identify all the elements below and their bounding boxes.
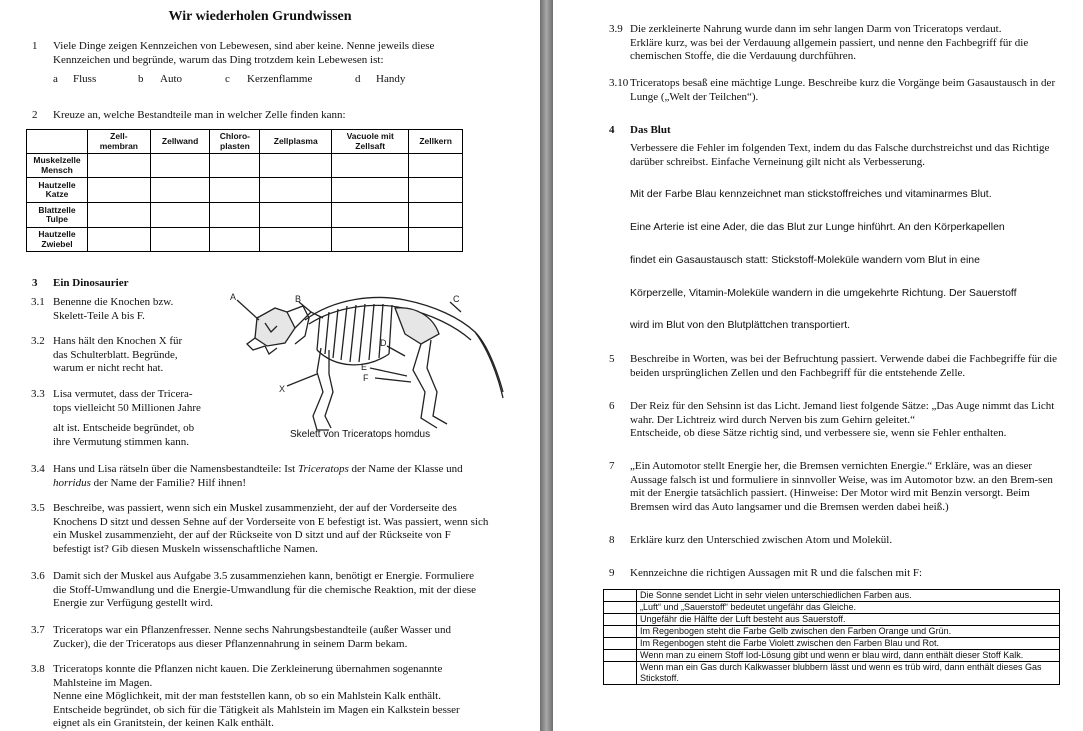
figure-label-a: A (230, 292, 237, 302)
table-cell[interactable] (260, 228, 332, 252)
question-number: 7 (609, 460, 615, 472)
question-text: Erkläre kurz den Unterschied zwischen Atom und Molekül. (630, 534, 893, 546)
answer-cell[interactable] (604, 614, 637, 626)
question-text: „Ein Automotor stellt Energie her, die Bremsen vernichten Energie.“ Erkläre, was an dieser Aussage falsch ist und formuliere in sinnvoller Weise, was im Automotor bzw. an den Brem-sen mit der Energie tatsächlich passiert. (Hinweise: Der Motor wird mit Benzin versorgt. Beim Bremsen wird das Auto langsamer und die Bremsen werden dabei heiß.) (630, 460, 1053, 513)
table-cell[interactable] (260, 178, 332, 203)
table-column-header: Zell- membran (88, 130, 151, 154)
question-number: 3.9 (609, 23, 623, 35)
statement-cell: Wenn man zu einem Stoff Iod-Lösung gibt und wenn er blau wird, dann enthält dieser Stoff Kalk. (637, 650, 1060, 662)
question-text: Beschreibe in Worten, was bei der Befruchtung passiert. Verwende dabei die Fachbegriffe für die beiden ursprünglichen Zellen und den Fachbegriff für die entstehende Zelle. (630, 353, 1058, 379)
statement-cell: Ungefähr die Hälfte der Luft besteht aus Sauerstoff. (637, 614, 1060, 626)
question-text: Lisa vermutet, dass der Tricera- tops vielleicht 50 Millionen Jahre (53, 388, 201, 414)
table-row (604, 626, 1060, 638)
answer-cell[interactable] (604, 602, 637, 614)
table-cell[interactable] (409, 203, 463, 228)
question-number: 3.2 (31, 335, 45, 347)
statement-cell: Im Regenbogen steht die Farbe Gelb zwischen den Farben Orange und Grün. (637, 626, 1060, 638)
text-italic: Triceratops (298, 463, 349, 475)
table-row (604, 638, 1060, 650)
question-number: 3.6 (31, 570, 45, 582)
question-number: 3.7 (31, 624, 45, 636)
question-number: 3.1 (31, 296, 45, 308)
table-cell[interactable] (332, 228, 409, 252)
table-cell[interactable] (210, 203, 260, 228)
table-column-header: Zellkern (409, 130, 463, 154)
figure-label-e: E (361, 362, 368, 372)
figure-label-x: X (279, 384, 286, 394)
blood-text-line: Mit der Farbe Blau kennzeichnet man stickstoffreiches und vitaminarmes Blut. (630, 188, 992, 200)
text-segment: der Name der Familie? Hilf ihnen! (90, 476, 247, 489)
question-text (53, 463, 481, 490)
blood-text-line: Eine Arterie ist eine Ader, die das Blut zur Lunge hinführt. An den Körperkapellen (630, 221, 1005, 233)
question-text: Triceratops besaß eine mächtige Lunge. Beschreibe kurz die Vorgänge beim Gasaustausch in der Lunge („Welt der Teilchen“). (630, 77, 1056, 103)
question-text: Benenne die Knochen bzw. Skelett-Teile A bis F. (53, 296, 174, 322)
table-cell[interactable] (332, 203, 409, 228)
statement-cell: Die Sonne sendet Licht in sehr vielen unterschiedlichen Farben aus. (637, 590, 1060, 602)
table-cell[interactable] (150, 154, 210, 178)
page-gutter (540, 0, 553, 731)
question-number: 3.5 (31, 502, 45, 514)
table-row-header: Hautzelle Zwiebel (27, 228, 88, 252)
blood-text-line: findet ein Gasaustausch statt: Stickstoff-Moleküle wandern vom Blut in eine (630, 254, 980, 266)
answer-cell[interactable] (604, 650, 637, 662)
table-cell[interactable] (88, 228, 151, 252)
question-number: 3.4 (31, 463, 45, 475)
question-text: Damit sich der Muskel aus Aufgabe 3.5 zusammenziehen kann, benötigt er Energie. Formuliere die Stoff-Umwandlung und die Energie-Umwandlung für die chemische Reaktion, mit der diese Energie zur Verfügung gestellt wird. (53, 570, 476, 609)
question-number: 5 (609, 353, 615, 365)
question-text: Triceratops konnte die Pflanzen nicht kauen. Die Zerkleinerung übernahmen sogenannte Mahlsteine im Magen. Nenne eine Möglichkeit, mit der man feststellen kann, ob so ein Mahlstein Kalk enthält. Entscheide begründet, ob sich für die Tätigkeit als Mahlstein im Magen ein Kalkstein besser eignet als ein Granitstein, der keinen Kalk enthält. (53, 663, 460, 729)
table-cell[interactable] (88, 203, 151, 228)
table-cell[interactable] (260, 203, 332, 228)
blood-text-line: wird im Blut von den Blutplättchen transportiert. (630, 319, 851, 331)
figure-label-f: F (363, 373, 369, 383)
question-text: Kreuze an, welche Bestandteile man in welcher Zelle finden kann: (53, 109, 346, 121)
question-number: 6 (609, 400, 615, 412)
option-letter: d (355, 73, 361, 85)
question-number: 3.3 (31, 388, 45, 400)
table-cell[interactable] (88, 178, 151, 203)
table-cell[interactable] (150, 178, 210, 203)
section-heading: Das Blut (630, 124, 671, 136)
table-cell[interactable] (88, 154, 151, 178)
table-cell[interactable] (332, 178, 409, 203)
figure-label-d: D (380, 338, 387, 348)
question-text: Hans hält den Knochen X für das Schulterblatt. Begründe, warum er nicht recht hat. (53, 335, 183, 374)
question-text: Triceratops war ein Pflanzenfresser. Nenne sechs Nahrungsbestandteile (außer Wasser und Zucker), die der Triceratops aus dieser Pflanzennahrung in seinem Darm bekam. (53, 624, 452, 650)
table-cell[interactable] (150, 228, 210, 252)
question-text: Beschreibe, was passiert, wenn sich ein Muskel zusammenzieht, der auf der Vorderseite des Knochens D sitzt und dessen Sehne auf der Vorderseite von E befestigt ist. Was passiert, wenn sich ein Muskel zusammenzieht, der auf der Rückseite von D sitzt und auf der Rückseite von F befestigt ist? Gib diesen Muskeln wissenschaftliche Namen. (53, 502, 489, 555)
question-number: 3.8 (31, 663, 45, 675)
table-row (27, 178, 463, 203)
true-false-table (603, 589, 1060, 685)
cell-components-table (26, 129, 463, 252)
table-row (27, 154, 463, 178)
option-label: Auto (160, 73, 182, 85)
answer-cell[interactable] (604, 590, 637, 602)
table-column-header: Chloro- plasten (210, 130, 260, 154)
question-text: alt ist. Entscheide begründet, ob ihre Vermutung stimmen kann. (53, 422, 195, 448)
table-cell[interactable] (409, 178, 463, 203)
text-segment: der Name der Klasse und (348, 463, 463, 475)
answer-cell[interactable] (604, 638, 637, 650)
text-segment: Hans und Lisa rätseln über die Namensbestandteile: Ist (53, 463, 298, 475)
table-row-header: Hautzelle Katze (27, 178, 88, 203)
table-cell[interactable] (210, 228, 260, 252)
question-text: Kennzeichne die richtigen Aussagen mit R und die falschen mit F: (630, 567, 923, 579)
option-letter: a (53, 73, 58, 85)
table-row (604, 662, 1060, 685)
skeleton-drawing (237, 297, 503, 430)
option-label: Handy (376, 73, 406, 85)
table-row (604, 614, 1060, 626)
table-column-header: Vacuole mit Zellsaft (332, 130, 409, 154)
table-row (27, 228, 463, 252)
table-cell[interactable] (210, 178, 260, 203)
question-text: Der Reiz für den Sehsinn ist das Licht. Jemand liest folgende Sätze: „Das Auge nimmt das Licht wahr. Der Lichtreiz wird durch Nerven bis zum Gehirn geleitet.“ Entscheide, ob diese Sätze richtig sind, und verbessere sie, wenn sie Fehler enthalten. (630, 400, 1055, 439)
table-corner (27, 130, 88, 154)
question-text: Verbessere die Fehler im folgenden Text, indem du das Falsche durchstreichst und das Richtige darüber schreibst. Einfache Verneinung gilt nicht als Verbesserung. (630, 142, 1050, 168)
table-row (604, 602, 1060, 614)
table-cell[interactable] (210, 154, 260, 178)
statement-cell: Im Regenbogen steht die Farbe Violett zwischen den Farben Blau und Rot. (637, 638, 1060, 650)
statement-cell: „Luft“ und „Sauerstoff“ bedeutet ungefähr das Gleiche. (637, 602, 1060, 614)
figure-label-c: C (453, 294, 460, 304)
statement-cell: Wenn man ein Gas durch Kalkwasser blubbern lässt und wenn es trüb wird, dann enthält dieses Gas Stickstoff. (637, 662, 1060, 685)
worksheet-page-left (0, 0, 540, 731)
table-column-header: Zellwand (150, 130, 210, 154)
option-label: Fluss (73, 73, 97, 85)
question-text: Viele Dinge zeigen Kennzeichen von Lebewesen, sind aber keine. Nenne jeweils diese Kennzeichen und begründe, warum das Ding trotzdem kein Lebewesen ist: (53, 40, 435, 66)
figure-caption: Skelett von Triceratops homdus (290, 429, 431, 440)
table-cell[interactable] (150, 203, 210, 228)
table-row-header: Blattzelle Tulpe (27, 203, 88, 228)
text-italic: horridus (53, 476, 91, 489)
table-cell[interactable] (332, 154, 409, 178)
question-number: 4 (609, 124, 615, 136)
answer-cell[interactable] (604, 662, 637, 685)
question-number: 8 (609, 534, 615, 546)
blood-text-line: Körperzelle, Vitamin-Moleküle wandern in die umgekehrte Richtung. Der Sauerstoff (630, 287, 1017, 299)
option-label: Kerzenflamme (247, 73, 313, 85)
worksheet-page-right (553, 0, 1083, 731)
question-number: 1 (32, 40, 38, 52)
page-title: Wir wiederholen Grundwissen (168, 9, 352, 24)
question-number: 3 (32, 277, 38, 289)
question-number: 3.10 (609, 77, 629, 89)
table-row (604, 590, 1060, 602)
section-heading: Ein Dinosaurier (53, 277, 129, 289)
option-letter: c (225, 73, 230, 85)
question-number: 9 (609, 567, 615, 579)
table-column-header: Zellplasma (260, 130, 332, 154)
table-cell[interactable] (260, 154, 332, 178)
figure-label-b: B (295, 294, 302, 304)
option-letter: b (138, 73, 144, 85)
question-number: 2 (32, 109, 38, 121)
table-row (604, 650, 1060, 662)
table-cell[interactable] (409, 154, 463, 178)
question-text: Die zerkleinerte Nahrung wurde dann im sehr langen Darm von Triceratops verdaut. Erkläre kurz, was bei der Verdauung allgemein passiert, und nenne den Fachbegriff für die chemischen Stoffe, die die Verdauung durchführen. (630, 23, 1029, 62)
option-list (53, 73, 473, 87)
table-cell[interactable] (409, 228, 463, 252)
table-row (27, 203, 463, 228)
table-row-header: Muskelzelle Mensch (27, 154, 88, 178)
answer-cell[interactable] (604, 626, 637, 638)
